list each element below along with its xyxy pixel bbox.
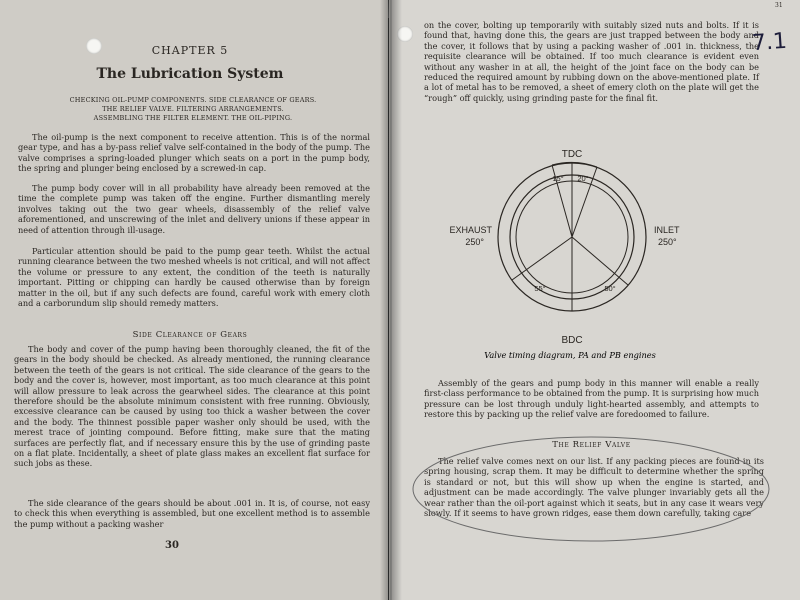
bdc-label: BDC xyxy=(561,335,583,345)
paragraph: The oil-pump is the next component to receive attention. This is of the normal gear type, and has a by-pass relief valve self-contained in the body of the pump. The valve comprises a spring-loaded plunger which seats on a port in the pump body, the spring and plunger being enclosed by a screwed-in cap. xyxy=(18,132,370,174)
pencil-ellipse xyxy=(413,437,769,541)
angle-label: 55° xyxy=(534,284,546,293)
section-heading: The Relief Valve xyxy=(552,440,631,450)
paragraph: The side clearance of the gears should be about .001 in. It is, of course, not easy to check this when everything is assembled, but one excellent method is to assemble the pump without a packing washer xyxy=(14,498,370,529)
paragraph: Particular attention should be paid to the pump gear teeth. Whilst the actual running clearance between the two meshed wheels is not critical, and will not affect the volume or pressure to any extent, the condition of the teeth is naturally important. Pitting or chipping can hardly be caused otherwise than by foreign matter in the oil, but if any such defects are found, careful work with emery cloth and a carborundum slip should remedy matters. xyxy=(18,246,370,309)
timing-line xyxy=(512,237,572,280)
page-number: 30 xyxy=(165,540,179,551)
valve-timing-diagram xyxy=(440,145,710,345)
tdc-label: TDC xyxy=(561,149,583,160)
chapter-title: The Lubrication System xyxy=(96,66,284,82)
contents-line: ASSEMBLING THE FILTER ELEMENT. THE OIL-PIPING. xyxy=(93,114,293,122)
exhaust-degrees: 250° xyxy=(465,237,484,247)
contents-line: THE RELIEF VALVE. FILTERING ARRANGEMENTS. xyxy=(102,105,284,113)
page-number: 31 xyxy=(775,2,783,9)
inlet-label: INLET xyxy=(654,225,680,235)
angle-label: 15° xyxy=(552,174,564,183)
chapter-contents xyxy=(28,96,358,123)
exhaust-label: EXHAUST xyxy=(449,225,492,235)
paragraph: The relief valve comes next on our list. If any packing pieces are found in its spring housing, scrap them. It may be difficult to determine whether the spring is standard or not, but this will show up when the engine is started, and adjustment can be made accordingly. The valve plunger invariably gets all the wear rather than the oil-port against which it seats, but in any case it wears very slowly. If it seems to have grown ridges, ease them down carefully, taking care xyxy=(424,456,764,519)
book-gutter xyxy=(380,0,402,600)
paragraph: Assembly of the gears and pump body in this manner will enable a really first-class performance to be obtained from the pump. It is surprising how much pressure can be lost through unduly light-hearted assembly, and attempts to restore this by packing up the relief valve are foredoomed to failure. xyxy=(424,378,759,420)
pencil-circle xyxy=(406,432,776,547)
left-page xyxy=(0,0,388,600)
chapter-label: CHAPTER 5 xyxy=(151,44,229,57)
figure-caption: Valve timing diagram, PA and PB engines xyxy=(484,350,656,360)
timing-line xyxy=(572,237,628,285)
paragraph: on the cover, bolting up temporarily with suitably sized nuts and bolts. If it is found that, having done this, the gears are just trapped between the body and the cover, it follows that by using a packing washer of .001 in. thickness, the requisite clearance will be obtained. If too much clearance is evident even without any washer in at all, the height of the joint face on the body can be reduced the required amount by rubbing down on the above-mentioned plate. If a lot of metal has to be removed, a sheet of emery cloth on the plate will get the “rough” off quickly, using grinding paste for the final fit. xyxy=(424,20,759,103)
paragraph: The body and cover of the pump having been thoroughly cleaned, the fit of the gears in the body should be checked. As already mentioned, the running clearance between the teeth of the gears is not critical. The side clearance of the gears to the body and the cover is, however, most important, as too much clearance at this point will allow pressure to leak across the gearwheel sides. The clearance at this point therefore should be the absolute minimum consistent with free running. Obviously, excessive clearance can be caused by using too thick a washer between the cover and the body. The thinnest possible paper washer only should be used, with the merest trace of jointing compound. Before fitting, make sure that the mating surfaces are perfectly flat, and if necessary ensure this by the use of grinding paste on a flat plate. Incidentally, a sheet of plate glass makes an excellent flat surface for such jobs as these. xyxy=(14,344,370,469)
handwritten-note: 7.1 xyxy=(751,28,788,57)
contents-line: CHECKING OIL-PUMP COMPONENTS. SIDE CLEARANCE OF GEARS. xyxy=(69,96,317,104)
section-heading: Side Clearance of Gears xyxy=(132,330,248,340)
angle-label: 20° xyxy=(577,174,589,183)
inlet-degrees: 250° xyxy=(658,237,677,247)
paragraph: The pump body cover will in all probability have already been removed at the time the complete pump was taken off the engine. Further dismantling merely involves taking out the two gear wheels, disassembly of the relief valve aforementioned, and unscrewing of the inlet and delivery unions if these appear in need of attention through ill-usage. xyxy=(18,183,370,235)
angle-label: 50° xyxy=(604,284,616,293)
